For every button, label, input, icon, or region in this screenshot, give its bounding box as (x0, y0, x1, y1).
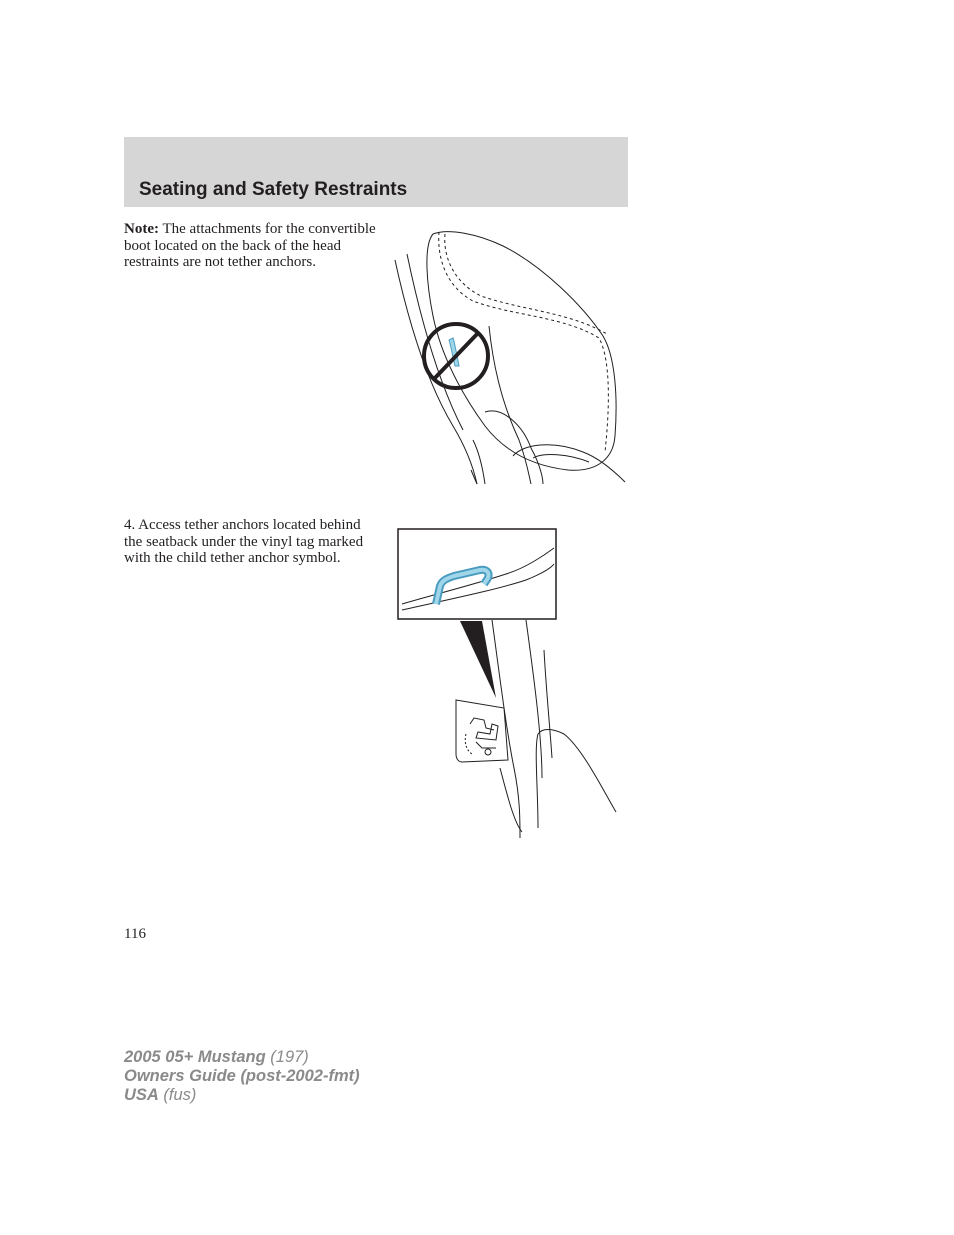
footer-line-2: Owners Guide (post-2002-fmt) (124, 1067, 360, 1085)
head-restraint-illustration (393, 226, 629, 488)
section-header-band (124, 137, 628, 207)
note-label: Note: (124, 221, 159, 237)
document-footer (124, 1048, 360, 1105)
footer-line-1: 2005 05+ Mustang (197) (124, 1048, 309, 1066)
footer-line-3: USA (fus) (124, 1086, 197, 1104)
child-tether-anchor-icon (456, 700, 508, 762)
tether-anchor-illustration (396, 528, 620, 840)
note-paragraph (124, 221, 380, 271)
step-4-paragraph: 4. Access tether anchors located behind the seatback under the vinyl tag marked with the child tether anchor symbol. (124, 517, 364, 566)
section-title: Seating and Safety Restraints (139, 179, 408, 200)
page-number: 116 (124, 926, 146, 942)
note-text: The attachments for the convertible boot located on the back of the head restraints are not tether anchors. (124, 221, 376, 270)
